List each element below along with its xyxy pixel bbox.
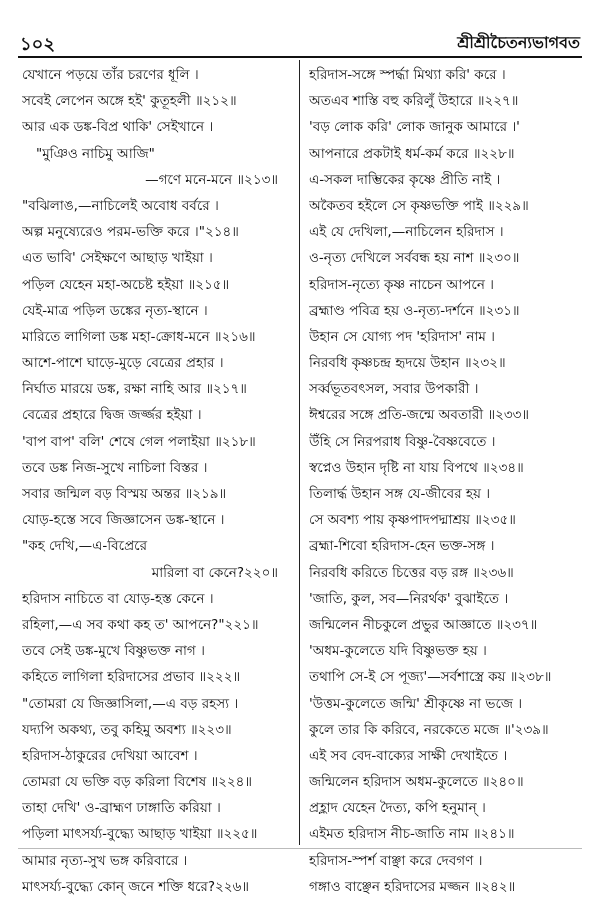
verse-line: রহিলা,—এ সব কথা কহ ত' আপনে?"২২১॥: [22, 616, 259, 633]
left-column: [22, 62, 292, 900]
verse-line: জন্মিলেন নীচকুলে প্রভুর আজ্ঞাতে ॥২৩৭॥: [309, 616, 538, 633]
verse-line: সে অবশ্য পায় কৃষ্ণপাদপদ্মাশ্রয় ॥২৩৫॥: [309, 512, 516, 529]
verse-line: এই যে দেখিলা,—নাচিলেন হরিদাস ।: [309, 224, 504, 241]
verse-line: মাৎসর্য্য-বুদ্ধ্যে কোন্ জনে শক্তি ধরে?২২৬॥: [22, 878, 249, 895]
verse-line: তাহা দেখি' ও-ব্রাহ্মণ ঢাঙ্গাতি করিয়া ।: [22, 800, 221, 817]
verse-line: কহিতে লাগিলা হরিদাসের প্রভাব ॥২২২॥: [22, 669, 241, 686]
verse-line: এ-সকল দাম্ভিকের কৃষ্ণে প্রীতি নাই ।: [309, 171, 501, 188]
verse-line: ব্রহ্মাণ্ড পবিত্র হয় ও-নৃত্য-দর্শনে ॥২৩১॥: [309, 302, 520, 319]
header-rule: [18, 56, 582, 58]
verse-line: হরিদাস নাচিতে বা যোড়-হস্ত কেনে ।: [22, 590, 214, 607]
verse-line: জন্মিলেন হরিদাস অধম-কুলেতে ॥২৪০॥: [309, 774, 524, 791]
verse-line: এইমত হরিদাস নীচ-জাতি নাম ॥২৪১॥: [309, 826, 515, 843]
verse-line: ও-নৃত্য দেখিলে সর্ববন্ধ হয় নাশ ॥২৩০॥: [309, 250, 520, 267]
verse-line: উঁহি সে নিরপরাধ বিষ্ণু-বৈষ্ণবেতে ।: [309, 433, 496, 450]
verse-line: যেখানে পড়য়ে তাঁর চরণের ধূলি ।: [22, 67, 199, 83]
verse-line: 'অধম-কুলেতে যদি বিষ্ণুভক্ত হয় ।: [309, 643, 487, 660]
verse-line: গঙ্গাও বাঞ্ছেন হরিদাসের মজ্জন ॥২৪২॥: [309, 878, 516, 895]
verse-line: মারিলা বা কেনে?২২০॥: [151, 564, 278, 581]
verse-line: তোমরা যে ভক্তি বড় করিলা বিশেষ ॥২২৪॥: [22, 774, 253, 791]
verse-line: হরিদাস-স্পর্শ বাঞ্ছা করে দেবগণ ।: [309, 852, 483, 869]
verse-line: ব্রহ্মা-শিবো হরিদাস-হেন ভক্ত-সঙ্গ ।: [309, 538, 495, 555]
verse-line: 'বাপ বাপ' বলি' শেষে গেল পলাইয়া ॥২১৮॥: [22, 433, 256, 450]
verse-line: "তোমরা যে জিজ্ঞাসিলা,—এ বড় রহস্য ।: [22, 695, 239, 712]
verse-line: "মুঞিও নাচিমু আজি": [36, 145, 155, 162]
verse-line: "কহ দেখি,—এ-বিপ্রেরে: [22, 538, 147, 555]
column-divider: [299, 60, 300, 845]
verse-line: সবেই লেপেন অঙ্গে হই' কুতূহলী ॥২১২॥: [22, 93, 237, 110]
verse-line: এত ভাবি' সেইক্ষণে আছাড় খাইয়া ।: [22, 250, 213, 267]
verse-line: স্বপ্নেও উহান দৃষ্টি না যায় বিপথে ॥২৩৪॥: [309, 459, 524, 476]
verse-line: এই সব বেদ-বাক্যের সাক্ষী দেখাইতে ।: [309, 747, 508, 764]
verse-line: সর্ব্বভূতবৎসল, সবার উপকারী ।: [309, 381, 479, 398]
verse-line: নিরবধি করিতে চিত্তের বড় রঙ্গ ॥২৩৬॥: [309, 564, 514, 581]
verse-line: যদ্যপি অকথ্য, তবু কহিমু অবশ্য ॥২২৩॥: [22, 721, 232, 738]
verse-line: —গণে মনে-মনে ॥২১৩॥: [145, 171, 278, 188]
verse-line: আপনারে প্রকটাই ধর্ম-কর্ম করে ॥২২৮॥: [309, 145, 515, 162]
verse-line: পড়িলা মাৎসর্য্য-বুদ্ধ্যে আছাড় খাইয়া ॥২২৫॥: [22, 826, 258, 843]
page-number: ১০২: [20, 34, 56, 55]
verse-line: তবে সেই ডঙ্ক-মুখে বিষ্ণুভক্ত নাগ ।: [22, 643, 205, 660]
verse-line: মারিতে লাগিলা ডঙ্ক মহা-ক্রোধ-মনে ॥২১৬॥: [22, 328, 256, 345]
verse-line: হরিদাস-নৃত্যে কৃষ্ণ নাচেন আপনে ।: [309, 276, 495, 293]
verse-line: তিলার্দ্ধ উহান সঙ্গ যে-জীবের হয় ।: [309, 486, 491, 502]
verse-line: পড়িল যেহেন মহা-অচেষ্ট হইয়া ॥২১৫॥: [22, 276, 230, 293]
verse-line: অকৈতব হইলে সে কৃষ্ণভক্তি পাই ॥২২৯॥: [309, 197, 529, 214]
verse-line: আশে-পাশে ঘাড়ে-মুড়ে বেত্রের প্রহার ।: [22, 355, 224, 372]
verse-line: "বঝিলাঙ,—নাচিলেই অবোধ বর্বরে ।: [22, 197, 219, 214]
verse-line: 'বড় লোক করি' লোক জানুক আমারে ।': [309, 119, 520, 136]
verse-line: 'জাতি, কুল, সব—নিরর্থক' বুঝাইতে ।: [309, 590, 509, 607]
right-column: [309, 62, 579, 900]
verse-line: হরিদাস-সঙ্গে স্পর্দ্ধা মিথ্যা করি' করে ।: [309, 67, 506, 83]
verse-line: অল্প মনুষ্যেরেও পরম-ভক্তি করে ।"২১৪॥: [22, 224, 239, 241]
verse-line: যেই-মাত্র পড়িল ডঙ্কের নৃত্য-স্থানে ।: [22, 302, 208, 319]
verse-line: আমার নৃত্য-সুখ ভঙ্গ করিবারে ।: [22, 852, 188, 869]
page-bottom-edge: [18, 848, 582, 849]
running-title: শ্রীশ্রীচৈতন্যভাগবত: [457, 33, 580, 52]
page-header: [20, 30, 580, 56]
verse-line: অতএব শাস্তি বহু করিলুঁ উহারে ॥২২৭॥: [309, 93, 519, 110]
verse-line: ঈশ্বরের সঙ্গে প্রতি-জন্মে অবতারী ॥২৩৩॥: [309, 407, 530, 424]
verse-line: বেত্রের প্রহারে দ্বিজ জর্জ্জর হইয়া ।: [22, 407, 202, 424]
verse-line: নিরবধি কৃষ্ণচন্দ্র হৃদয়ে উহান ॥২৩২॥: [309, 355, 506, 372]
verse-line: সবার জন্মিল বড় বিস্ময় অন্তর ॥২১৯॥: [22, 486, 227, 502]
verse-line: হরিদাস-ঠাকুরের দেখিয়া আবেশ ।: [22, 747, 198, 764]
verse-line: আর এক ডঙ্ক-বিপ্র থাকি' সেইখানে ।: [22, 119, 214, 136]
verse-line: নির্ঘাত মারয়ে ডঙ্ক, রক্ষা নাহি আর ॥২১৭॥: [22, 381, 247, 398]
verse-line: প্রহ্লাদ যেহেন দৈত্য, কপি হনুমান্ ।: [309, 800, 486, 817]
verse-line: 'উত্তম-কুলেতে জন্মি' শ্রীকৃষ্ণে না ভজে ।: [309, 695, 523, 712]
verse-line: উহান সে যোগ্য পদ 'হরিদাস' নাম ।: [309, 328, 495, 345]
verse-line: যোড়-হস্তে সবে জিজ্ঞাসেন ডঙ্ক-স্থানে ।: [22, 512, 225, 529]
verse-line: তবে ডঙ্ক নিজ-সুখে নাচিলা বিস্তর ।: [22, 459, 208, 476]
verse-line: তথাপি সে-ই সে পূজ্য'—সর্বশাস্ত্রে কয় ॥২৩৮॥: [309, 669, 552, 686]
verse-line: কুলে তার কি করিবে, নরকেতে মজে ॥'২৩৯॥: [309, 721, 549, 738]
